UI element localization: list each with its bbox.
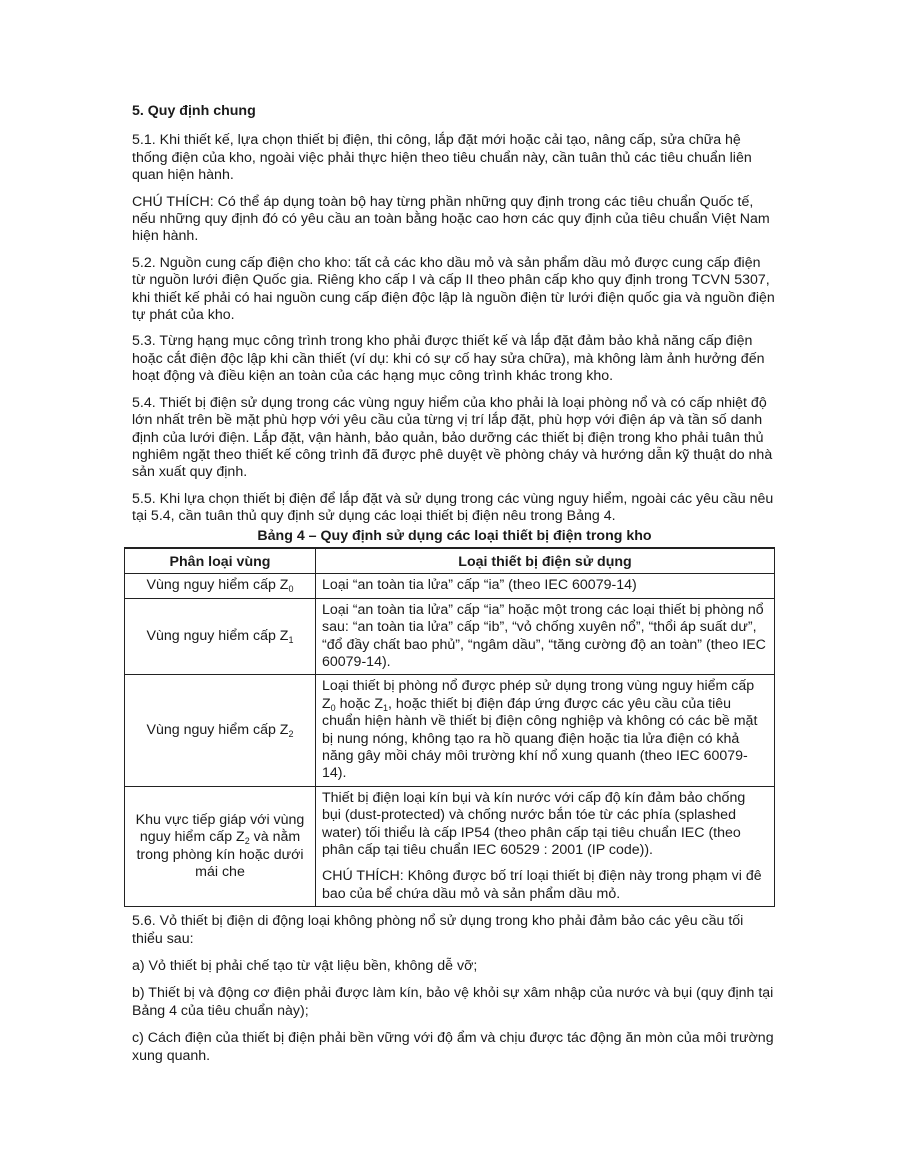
equipment-text: Loại “an toàn tia lửa” cấp “ia” (theo IEC 60079-14) <box>322 577 637 594</box>
list-item: b) Thiết bị và động cơ điện phải được làm kín, bảo vệ khỏi sự xâm nhập của nước và bụi (quy định tại Bảng 4 của tiêu chuẩn này); <box>132 985 774 1019</box>
paragraph-5-3: 5.3. Từng hạng mục công trình trong kho phải được thiết kế và lắp đặt đảm bảo khả năng cấp điện hoặc cắt điện độc lập khi cần thiết (ví dụ: khi có sự cố hay sửa chữa), mà không làm ảnh hưởng đến hoạt động và điều kiện an toàn của các hạng mục công trình khác trong kho. <box>132 333 765 385</box>
paragraph-5-5: 5.5. Khi lựa chọn thiết bị điện để lắp đặt và sử dụng trong các vùng nguy hiểm, ngoài các yêu cầu nêu tại 5.4, cần tuân thủ quy định sử dụng các loại thiết bị điện nêu trong Bảng 4. <box>132 490 774 525</box>
zone-cell <box>125 574 316 598</box>
equipment-note: CHÚ THÍCH: Không được bố trí loại thiết bị điện này trong phạm vi đê bao của bể chứa dầu mỏ và sản phẩm dầu mỏ. <box>322 868 762 902</box>
table-row <box>125 574 775 598</box>
zone-label: Vùng nguy hiểm cấp Z <box>146 577 289 594</box>
equipment-text: Loại “an toàn tia lửa” cấp “ia” hoặc một trong các loại thiết bị phòng nổ sau: “an toàn tia lửa” cấp “ib”, “vỏ chống xuyên nổ”, “thổi áp suất dư”, “đổ đầy chất bao phủ”, “ngâm dầu”, “tăng cường độ an toàn” (theo IEC 60079-14). <box>322 601 766 670</box>
zone-subscript: 2 <box>288 728 294 739</box>
equipment-text <box>322 678 768 782</box>
zone-label: Vùng nguy hiểm cấp Z <box>146 627 289 644</box>
table-caption: Bảng 4 – Quy định sử dụng các loại thiết bị điện trong kho <box>257 527 652 544</box>
page-content <box>132 103 777 1075</box>
zone-subscript: 0 <box>288 584 294 595</box>
zone-label-tail: và nằm trong phòng kín hoặc dưới mái che <box>136 829 304 880</box>
table-header-row <box>125 548 775 574</box>
zone-cell <box>125 598 316 675</box>
table-row <box>125 598 775 675</box>
paragraph-5-2: 5.2. Nguồn cung cấp điện cho kho: tất cả các kho dầu mỏ và sản phẩm dầu mỏ được cung cấp điện từ nguồn lưới điện Quốc gia. Riêng kho cấp I và cấp II theo phân cấp kho quy định trong TCVN 5307, khi thiết kế phải có hai nguồn cung cấp điện độc lập là nguồn điện từ lưới điện quốc gia và nguồn điện tự phát của kho. <box>132 254 775 324</box>
table-row <box>125 786 775 906</box>
equipment-text: Thiết bị điện loại kín bụi và kín nước với cấp độ kín đảm bảo chống bụi (dust-protected) và chống nước bắn tóe từ các phía (splashed water) tối thiểu là cấp IP54 (theo phân cấp tại tiêu chuẩn IEC (theo phân cấp tại tiêu chuẩn IEC 60529 : 2001 (IP code)). <box>322 789 746 859</box>
paragraph-5-1: 5.1. Khi thiết kế, lựa chọn thiết bị điện, thi công, lắp đặt mới hoặc cải tạo, nâng cấp, sửa chữa hệ thống điện của kho, ngoài việc phải thực hiện theo tiêu chuẩn này, cần tuân thủ các tiêu chuẩn liên quan hiện hành. <box>132 132 752 184</box>
zone-cell <box>125 675 316 786</box>
header-zone: Phân loại vùng <box>125 548 316 574</box>
equipment-text-part: , hoặc thiết bị điện đáp ứng được các yêu cầu của tiêu chuẩn hiện hành về thiết bị điện công nghiệp và không có các bề mặt bị nung nóng, không tạo ra hồ quang điện hoặc tia lửa điện có khả năng gây mồi cháy môi trường khí nổ xung quanh (theo IEC 60079-14). <box>322 695 758 782</box>
equipment-text-part: hoặc Z <box>335 695 384 712</box>
equipment-cell <box>316 574 775 598</box>
table-row <box>125 675 775 786</box>
equipment-subscript: 1 <box>383 702 389 713</box>
note-paragraph: CHÚ THÍCH: Có thể áp dụng toàn bộ hay từng phần những quy định trong các tiêu chuẩn Quốc tế, nếu những quy định đó có yêu cầu an toàn bằng hoặc cao hơn các quy định của tiêu chuẩn Việt Nam hiện hành. <box>132 193 770 245</box>
equipment-text-part: Loại thiết bị phòng nổ được phép sử dụng trong vùng nguy hiểm cấp Z <box>322 678 755 712</box>
paragraph-5-4: 5.4. Thiết bị điện sử dụng trong các vùng nguy hiểm của kho phải là loại phòng nổ và có cấp nhiệt độ lớn nhất trên bề mặt phù hợp với yêu cầu của từng vị trí lắp đặt, phù hợp với điện áp và tần số danh định của lưới điện. Lắp đặt, vận hành, bảo quản, bảo dưỡng các thiết bị điện trong kho phải tuân thủ nghiêm ngặt theo thiết kế công trình đã được phê duyệt về phòng cháy và hướng dẫn kỹ thuật do nhà sản xuất quy định. <box>132 394 773 481</box>
after-table-section <box>132 913 777 1065</box>
section-heading: 5. Quy định chung <box>132 103 256 119</box>
equipment-subscript: 0 <box>330 702 336 713</box>
list-item: a) Vỏ thiết bị phải chế tạo từ vật liệu bền, không dễ vỡ; <box>132 958 478 975</box>
zone-cell <box>125 786 316 906</box>
list-item: c) Cách điện của thiết bị điện phải bền vững với độ ẩm và chịu được tác động ăn mòn của môi trường xung quanh. <box>132 1030 774 1064</box>
equipment-cell <box>316 786 775 906</box>
zone-label: Vùng nguy hiểm cấp Z <box>146 721 289 738</box>
zone-subscript: 2 <box>244 836 250 847</box>
header-equipment: Loại thiết bị điện sử dụng <box>316 548 775 574</box>
equipment-cell <box>316 598 775 675</box>
paragraph-5-6: 5.6. Vỏ thiết bị điện di động loại không phòng nổ sử dụng trong kho phải đảm bảo các yêu cầu tối thiểu sau: <box>132 913 744 947</box>
equipment-table <box>124 547 775 907</box>
zone-subscript: 1 <box>288 634 294 645</box>
zone-label: Khu vực tiếp giáp với vùng nguy hiểm cấp Z <box>135 811 305 846</box>
equipment-cell <box>316 675 775 786</box>
